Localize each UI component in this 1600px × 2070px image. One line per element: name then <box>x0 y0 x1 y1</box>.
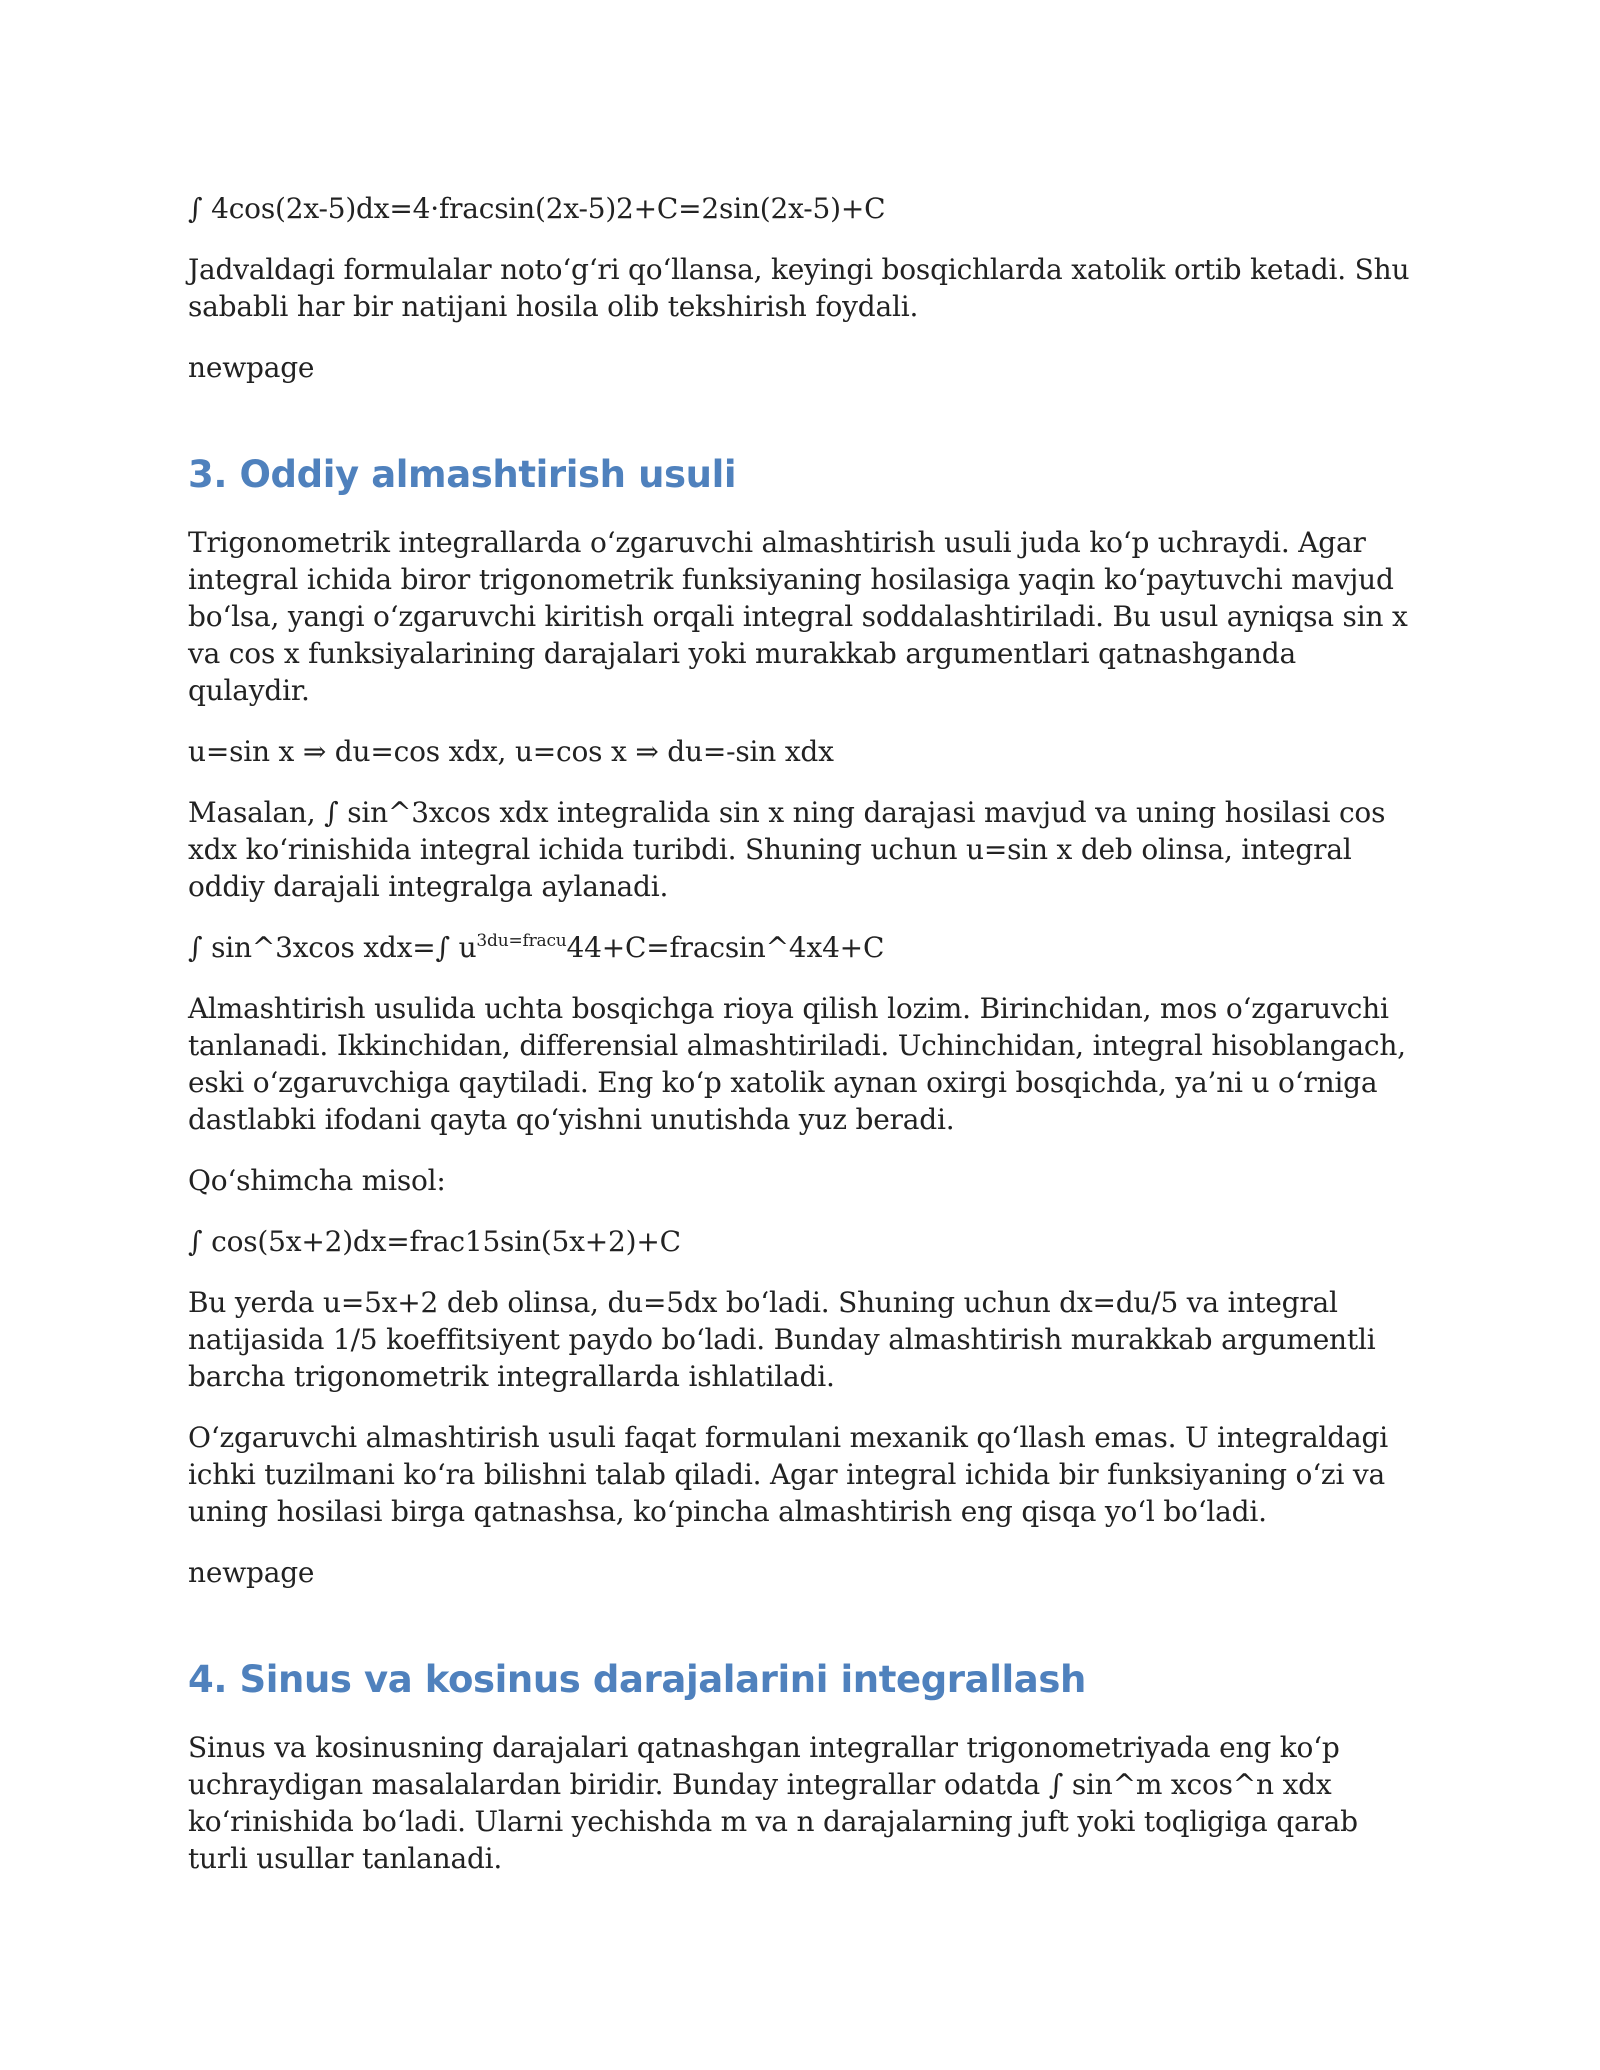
formula-cos-2x-5: ∫ 4cos(2x-5)dx=4·fracsin(2x-5)2+C=2sin(2x-5)+C <box>188 192 886 225</box>
formula-part-a: ∫ sin^3xcos xdx=∫ u <box>188 931 477 964</box>
formula-superscript: 3du=fracu <box>476 931 567 951</box>
formula-substitution-rules: u=sin x ⇒ du=cos xdx, u=cos x ⇒ du=-sin xdx <box>188 735 834 768</box>
formula-sin3-integral <box>188 929 1418 966</box>
section-heading-4: 4. Sinus va kosinus darajalarini integrallash <box>188 1658 1086 1701</box>
newpage-marker: newpage <box>188 1556 315 1589</box>
paragraph-coefficient: Bu yerda u=5x+2 deb olinsa, du=5dx bo‘ladi. Shuning uchun dx=du/5 va integral natijasida 1/5 koeffitsiyent paydo bo‘ladi. Bunday almashtirish murakkab argumentli barcha trigonometrik integrallarda ishlatiladi. <box>188 1286 1376 1393</box>
paragraph-powers-intro: Sinus va kosinusning darajalari qatnashgan integrallar trigonometriyada eng ko‘p uchraydigan masalalardan biridir. Bunday integrallar odatda ∫ sin^m xcos^n xdx ko‘rinishida bo‘ladi. Ularni yechishda m va n darajalarning juft yoki toqligiga qarab turli usullar tanlanadi. <box>188 1731 1358 1875</box>
paragraph-substitution-intro: Trigonometrik integrallarda o‘zgaruvchi almashtirish usuli juda ko‘p uchraydi. Agar integral ichida biror trigonometrik funksiyaning hosilasiga yaqin ko‘paytuvchi mavjud bo‘lsa, yangi o‘zgaruvchi kiritish orqali integral soddalashtiriladi. Bu usul ayniqsa sin x va cos x funksiyalarining darajalari yoki murakkab argumentlari qatnashganda qulaydir. <box>188 526 1408 707</box>
formula-cos-5x-2: ∫ cos(5x+2)dx=frac15sin(5x+2)+C <box>188 1225 681 1258</box>
section-heading-3: 3. Oddiy almashtirish usuli <box>188 453 737 496</box>
paragraph-structure: O‘zgaruvchi almashtirish usuli faqat formulani mexanik qo‘llash emas. U integraldagi ichki tuzilmani ko‘ra bilishni talab qiladi. Agar integral ichida bir funksiyaning o‘zi va uning hosilasi birga qatnashsa, ko‘pincha almashtirish eng qisqa yo‘l bo‘ladi. <box>188 1421 1388 1528</box>
paragraph-extra-example-label: Qo‘shimcha misol: <box>188 1164 446 1197</box>
document-page <box>188 190 1418 1901</box>
paragraph-example-sin3: Masalan, ∫ sin^3xcos xdx integralida sin x ning darajasi mavjud va uning hosilasi cos xdx ko‘rinishida integral ichida turibdi. Shuning uchun u=sin x deb olinsa, integral oddiy darajali integralga aylanadi. <box>188 796 1386 903</box>
newpage-marker: newpage <box>188 351 315 384</box>
paragraph-three-steps: Almashtirish usulida uchta bosqichga rioya qilish lozim. Birinchidan, mos o‘zgaruvchi tanlanadi. Ikkinchidan, differensial almashtiriladi. Uchinchidan, integral hisoblangach, eski o‘zgaruvchiga qaytiladi. Eng ko‘p xatolik aynan oxirgi bosqichda, ya’ni u o‘rniga dastlabki ifodani qayta qo‘yishni unutishda yuz beradi. <box>188 992 1406 1136</box>
paragraph-formula-check: Jadvaldagi formulalar noto‘g‘ri qo‘llansa, keyingi bosqichlarda xatolik ortib ketadi. Shu sababli har bir natijani hosila olib tekshirish foydali. <box>188 253 1410 323</box>
formula-part-b: 44+C=fracsin^4x4+C <box>566 931 885 964</box>
